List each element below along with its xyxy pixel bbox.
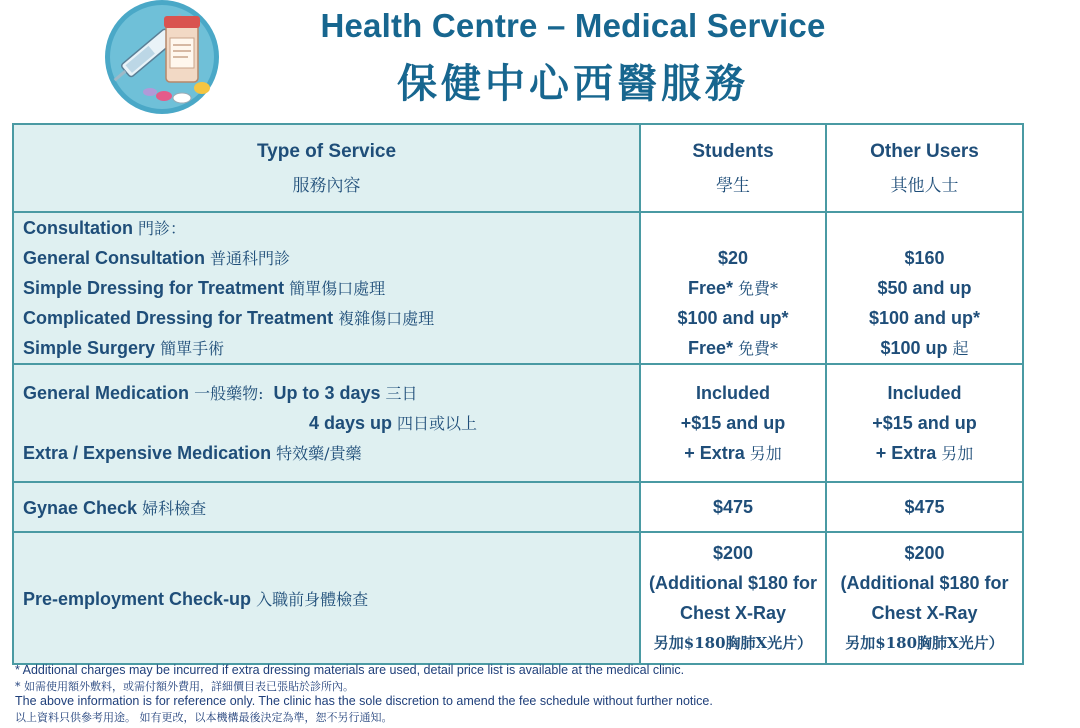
medication-services-cell: [13, 364, 640, 482]
service-pre-employment: Pre-employment Check-up 入職前身體檢查: [13, 532, 640, 664]
table-row-gynae: [13, 482, 1023, 532]
gynae-students-price: $475: [640, 482, 826, 532]
price-cell: Free* 免費*: [687, 278, 779, 298]
service-simple-dressing: Simple Dressing for Treatment 簡單傷口處理: [23, 278, 386, 298]
price-cell: $100 up 起: [880, 338, 969, 358]
table-row-medication: [13, 364, 1023, 482]
pre-employment-students-price: $200 (Additional $180 for Chest X-Ray 另加$180胸肺X光片）: [640, 532, 826, 664]
column-header-students: Students 學生: [640, 124, 826, 212]
gynae-others-price: $475: [826, 482, 1023, 532]
service-extra-medication: Extra / Expensive Medication 特效藥/貴藥: [23, 443, 362, 463]
consultation-services-cell: [13, 212, 640, 364]
price-cell: $100 and up*: [677, 308, 789, 328]
service-simple-surgery: Simple Surgery 簡單手術: [23, 338, 225, 358]
fee-table: [12, 123, 1024, 665]
service-general-consultation: General Consultation 普通科門診: [23, 248, 291, 268]
price-cell: $50 and up: [877, 278, 972, 298]
table-header-row: [13, 124, 1023, 212]
price-cell: $160: [904, 248, 945, 268]
page-title-chinese: 保健中心西醫服務: [397, 60, 749, 107]
footnote-dressing-en: * Additional charges may be incurred if extra dressing materials are used, detail price list is available at the medical clinic.: [15, 663, 685, 677]
table-row-pre-employment: [13, 532, 1023, 664]
medication-others-prices: Included +$15 and up + Extra 另加: [826, 364, 1023, 482]
price-cell: Free* 免費*: [687, 338, 779, 358]
footnotes: [15, 663, 1065, 725]
consultation-others-prices: [826, 212, 1023, 364]
table-row-consultation: [13, 212, 1023, 364]
medication-students-prices: Included +$15 and up + Extra 另加: [640, 364, 826, 482]
consultation-heading: Consultation 門診：: [23, 218, 187, 238]
consultation-students-prices: [640, 212, 826, 364]
footnote-disclaimer-zh: 以上資料只供參考用途。 如有更改，以本機構最後決定為準，恕不另行通知。: [15, 710, 393, 724]
service-complicated-dressing: Complicated Dressing for Treatment 複雜傷口處理: [23, 308, 435, 328]
price-cell: $100 and up*: [868, 308, 981, 328]
service-general-medication: General Medication 一般藥物: Up to 3 days 三日: [23, 383, 418, 403]
column-header-others: Other Users 其他人士: [826, 124, 1023, 212]
service-gynae-check: Gynae Check 婦科檢查: [13, 482, 640, 532]
footnote-disclaimer-en: The above information is for reference only. The clinic has the sole discretion to amend the fee schedule without further notice.: [15, 694, 713, 708]
pre-employment-others-price: $200 (Additional $180 for Chest X-Ray 另加$180胸肺X光片）: [826, 532, 1023, 664]
footnote-dressing-zh: * 如需使用額外敷料，或需付額外費用，詳細價目表已張貼於診所內。: [15, 679, 354, 693]
column-header-service: Type of Service 服務內容: [13, 124, 640, 212]
price-cell: $20: [717, 248, 749, 268]
page-title: Health Centre – Medical Service: [320, 7, 826, 44]
service-medication-4-days: 4 days up 四日或以上: [309, 413, 478, 433]
